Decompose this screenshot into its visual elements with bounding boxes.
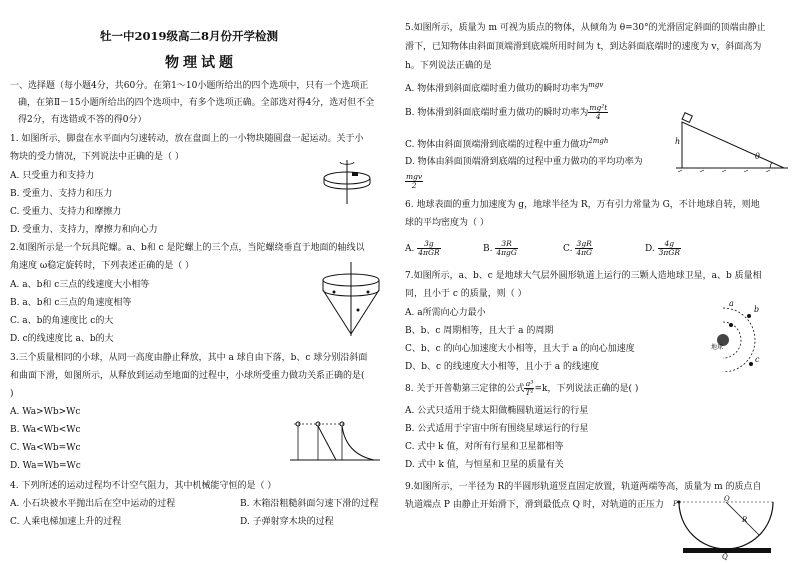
q3-stem: ) [10, 389, 14, 399]
three-balls-figure [286, 414, 382, 464]
q3-option-a: A. Wa>Wb>Wc [10, 407, 81, 417]
q5-stem: h。下列说法正确的是 [405, 61, 492, 71]
q2-option-d: D. c的线速度比 a、b的大 [10, 334, 114, 344]
q5-option-a [405, 79, 603, 95]
q1-stem: 物块的受力情况，下列说法中正确的是（ ） [10, 152, 184, 162]
section1-line: 一、选择题（每小题4分，共60分。在第1～10小题所给出的四个选项中，只有一个选项正 [10, 81, 369, 91]
q7-label-b: b [754, 305, 760, 314]
q8-option-d: D. 式中 k 值，与恒星和卫星的质量有关 [405, 460, 564, 470]
q7-label-earth: 地球 [711, 344, 724, 351]
q7-label-c: c [755, 355, 760, 364]
q5-label-theta: θ [755, 152, 760, 161]
section1-line: 得2分，有选错或不答的得0分） [18, 115, 147, 125]
q4-stem: 4. 下列所述的运动过程均不计空气阻力，其中机械能守恒的是（ ） [10, 481, 277, 491]
q5-option-b [405, 104, 608, 121]
q8-stem: 8. 关于开普勒第三定律的公式 $\frac{\text{a³}}{\text{T²}}$ =k，下列说法正确的是( ) [405, 379, 639, 397]
q5-option-b-formula: $\frac{\text{mg²t}}{4}$ [589, 103, 608, 121]
q4-option-a: A. 小石块被水平抛出后在空中运动的过程 [10, 499, 176, 509]
q4-option-c: C. 人乘电梯加速上升的过程 [10, 517, 122, 527]
q5-label-h: h [675, 137, 681, 146]
q9-label-r: R [742, 516, 748, 524]
q7-stem: 7.如图所示，a、b、c 是地球大气层外圆形轨道上运行的三颗人造地球卫星，a、b 质量相 [405, 271, 762, 281]
q4-option-d: D. 子弹射穿木块的过程 [240, 517, 334, 527]
q5-option-d-formula: $\frac{\text{mgv}}{2}$ [406, 172, 423, 190]
q8-option-c: C. 式中 k 值，对所有行星和卫星都相等 [405, 442, 564, 452]
q5-option-a-text: A. 物体滑到斜面底端时重力做功的瞬时功率为 [405, 84, 589, 94]
q5-stem: 5.如图所示，质量为 m 可视为质点的物体，从倾角为 θ=30°的光滑固定斜面的顶端由静止 [405, 23, 766, 33]
q1-option-c: C. 受重力、支持力和摩擦力 [10, 207, 122, 217]
q7-label-a: a [729, 299, 734, 308]
q6-stem: 球的平均密度为（ ） [405, 218, 489, 228]
q6-option-d: D. $\frac{4g}{\text{3πGR}}$ [645, 239, 680, 257]
exam-title: 牡一中2019级高二8月份开学检测 [100, 29, 279, 43]
q5-option-a-formula: mgv [588, 81, 604, 89]
q6-stem: 6. 地球表面的重力加速度为 g，地球半径为 R，万有引力常量为 G，不计地球自转，则地 [405, 200, 760, 210]
q9-stem: 轨道端点 P 由静止开始滑下，滑到最低点 Q 时，对轨道的正压力 [405, 500, 664, 510]
q9-label-o: O [724, 495, 730, 503]
satellite-orbits-figure [701, 296, 771, 372]
semicircle-track-figure [673, 480, 779, 558]
q2-stem: 2.如图所示是一个玩具陀螺。a、b和 c 是陀螺上的三个点，当陀螺绕垂直于地面的轴线以 [10, 243, 365, 253]
q5-option-d: D. 物体由斜面顶端滑到底端的过程中重力做功的平均功率为 [405, 157, 643, 167]
q1-option-b: B. 受重力、支持力和压力 [10, 189, 113, 199]
q5-option-c-text: C. 物体由斜面顶端滑到底端的过程中重力做功 [405, 140, 589, 150]
section1-line: 确，在第Ⅱ－15小题所给出的四个选项中，有多个选项正确。全部选对得4分，选对但不全 [18, 98, 375, 108]
q2-stem: 角速度 ω稳定旋转时，下列表述正确的是（ ） [10, 261, 195, 271]
q3-stem: 3.三个质量相同的小球，从同一高度由静止释放，其中 a 球自由下落，b、c 球分别沿斜面 [10, 353, 368, 363]
q3-stem: 和曲面下滑，如图所示，从释放到运动至地面的过程中，小球所受重力做功关系正确的是( [10, 371, 365, 381]
q1-option-d: D. 受重力、支持力，摩擦力和向心力 [10, 225, 158, 235]
q5-option-b-text: B. 物体滑到斜面底端时重力做功的瞬时功率为 [405, 108, 589, 118]
q1-option-a: A. 只受重力和支持力 [10, 171, 95, 181]
q4-option-b: B. 木箱沿粗糙斜面匀速下滑的过程 [240, 499, 379, 509]
q7-option-d: D、b、c 的线速度大小相等，且小于 a 的线速度 [405, 362, 599, 372]
q9-stem: 9.如图所示，一半径为 R的半圆形轨道竖直固定放置，轨道两端等高，质量为 m 的质点自 [405, 482, 762, 492]
q7-option-a: A. a所需向心力最小 [405, 308, 486, 318]
q2-option-b: B. a、b和 c三点的角速度相等 [10, 298, 132, 308]
q3-option-b: B. Wa<Wb<Wc [10, 425, 81, 435]
q9-label-q: Q [722, 553, 728, 561]
q7-option-c: C、b、c 的向心加速度大小相等，且大于 a 的向心加速度 [405, 344, 635, 354]
q3-option-d: D. Wa=Wb=Wc [10, 461, 81, 471]
q1-stem: 1. 如图所示，脚盘在水平面内匀速转动，放在盘面上的一小物块随圆盘一起运动。关于小 [10, 134, 364, 144]
q9-label-p: P [673, 500, 678, 508]
q5-stem: 滑下，已知物体由斜面顶端滑到底端所用时间为 t，到达斜面底端时的速度为 v，斜面高为 [405, 42, 762, 52]
q3-option-c: C. Wa<Wb=Wc [10, 443, 81, 453]
q2-option-c: C. a、b的角速度比 c的大 [10, 316, 114, 326]
q7-option-b: B、b、c 周期相等，且大于 a 的周期 [405, 326, 554, 336]
q8-option-a: A. 公式只适用于绕太阳做椭圆轨道运行的行星 [405, 406, 589, 416]
q6-option-b: B. $\frac{3R}{\text{4πgG}}$ [483, 239, 517, 257]
q6-option-c: C. $\frac{3gR}{4\pi G}$ [563, 239, 593, 257]
q5-option-c [405, 135, 608, 151]
q2-option-a: A. a、b和 c三点的线速度大小相等 [10, 280, 150, 290]
q8-option-b: B. 公式适用于宇宙中所有围绕星球运行的行星 [405, 424, 589, 434]
q6-option-a: A. $\frac{3g}{\text{4πGR}}$ [405, 239, 440, 257]
turntable-figure [322, 158, 372, 206]
incline-figure [674, 112, 790, 172]
q5-option-c-formula: 2mgh [588, 137, 609, 145]
q7-stem: 同，且小于 c 的质量，则（ ） [405, 289, 527, 299]
exam-subtitle: 物理试题 [165, 55, 237, 71]
spinning-top-figure [320, 262, 382, 338]
